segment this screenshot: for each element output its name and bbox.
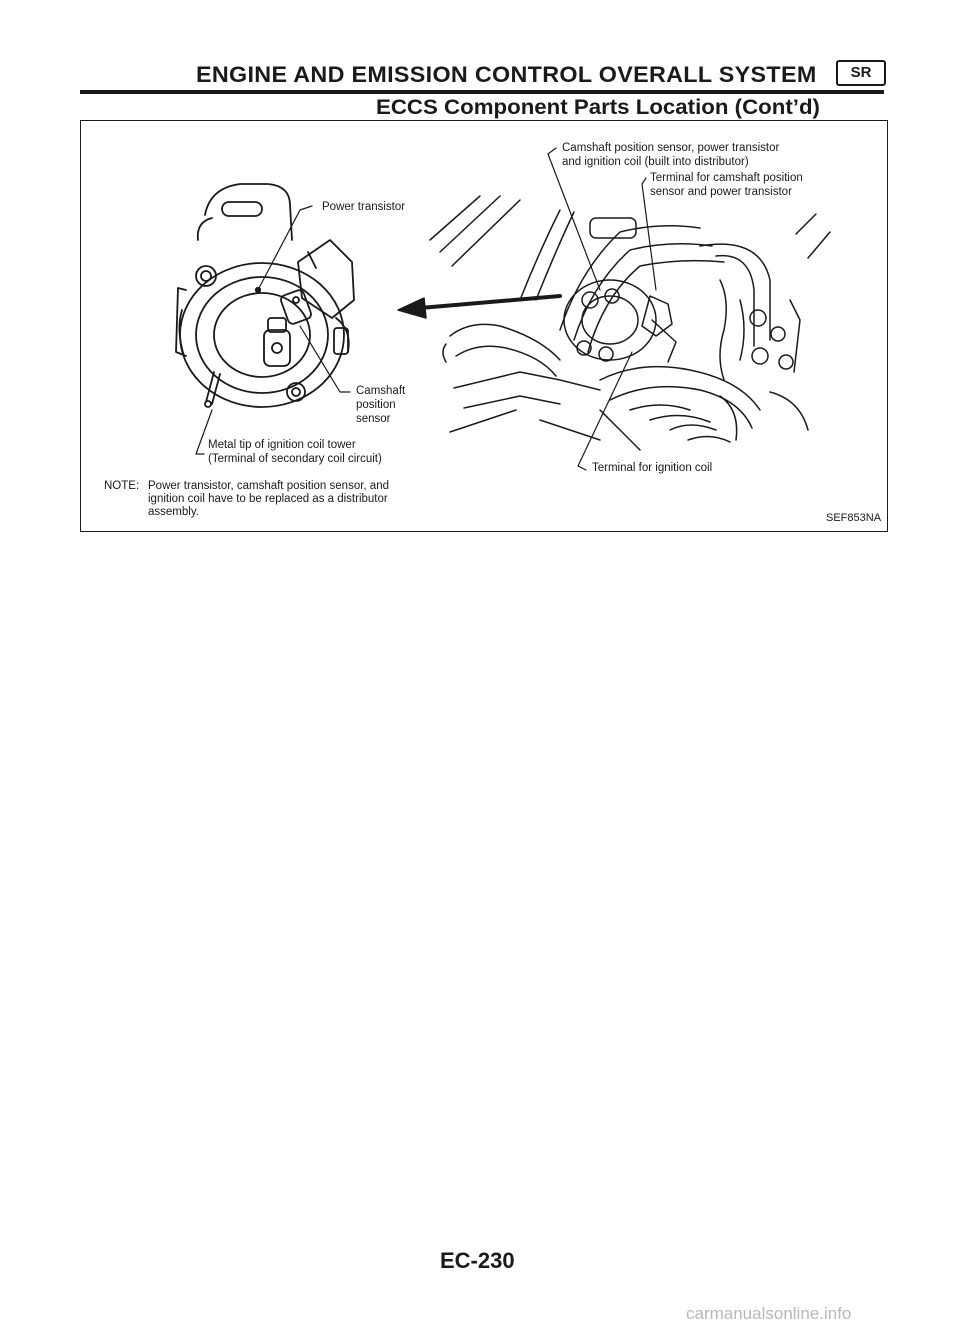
label-distributor-line1: Camshaft position sensor, power transistor: [562, 142, 780, 154]
label-terminal-camshaft-line1: Terminal for camshaft position: [650, 172, 803, 184]
page-number: EC-230: [440, 1248, 515, 1273]
label-camshaft-sensor-line3: sensor: [356, 413, 391, 425]
label-power-transistor: Power transistor: [322, 201, 406, 213]
section-badge: SR: [836, 60, 886, 86]
label-terminal-ignition: Terminal for ignition coil: [592, 462, 713, 474]
label-metal-tip-line2: (Terminal of secondary coil circuit): [208, 453, 382, 465]
label-terminal-camshaft-line2: sensor and power transistor: [650, 186, 792, 198]
label-distributor-line2: and ignition coil (built into distributor): [562, 156, 749, 168]
label-metal-tip-line1: Metal tip of ignition coil tower: [208, 439, 356, 451]
note-text: Power transistor, camshaft position sensor, and ignition coil have to be replaced as a distributor assembly.: [148, 480, 389, 518]
label-camshaft-sensor-line2: position: [356, 399, 396, 411]
watermark: carmanualsonline.info: [686, 1304, 852, 1323]
page-subtitle: ECCS Component Parts Location (Cont’d): [376, 96, 820, 119]
page-title: ENGINE AND EMISSION CONTROL OVERALL SYSTEM: [196, 62, 817, 87]
figure-code: SEF853NA: [826, 512, 882, 524]
note-key: NOTE:: [104, 480, 140, 492]
distributor-drawing: [176, 184, 354, 454]
component-illustration: [0, 0, 960, 540]
label-camshaft-sensor-line1: Camshaft: [356, 385, 406, 397]
